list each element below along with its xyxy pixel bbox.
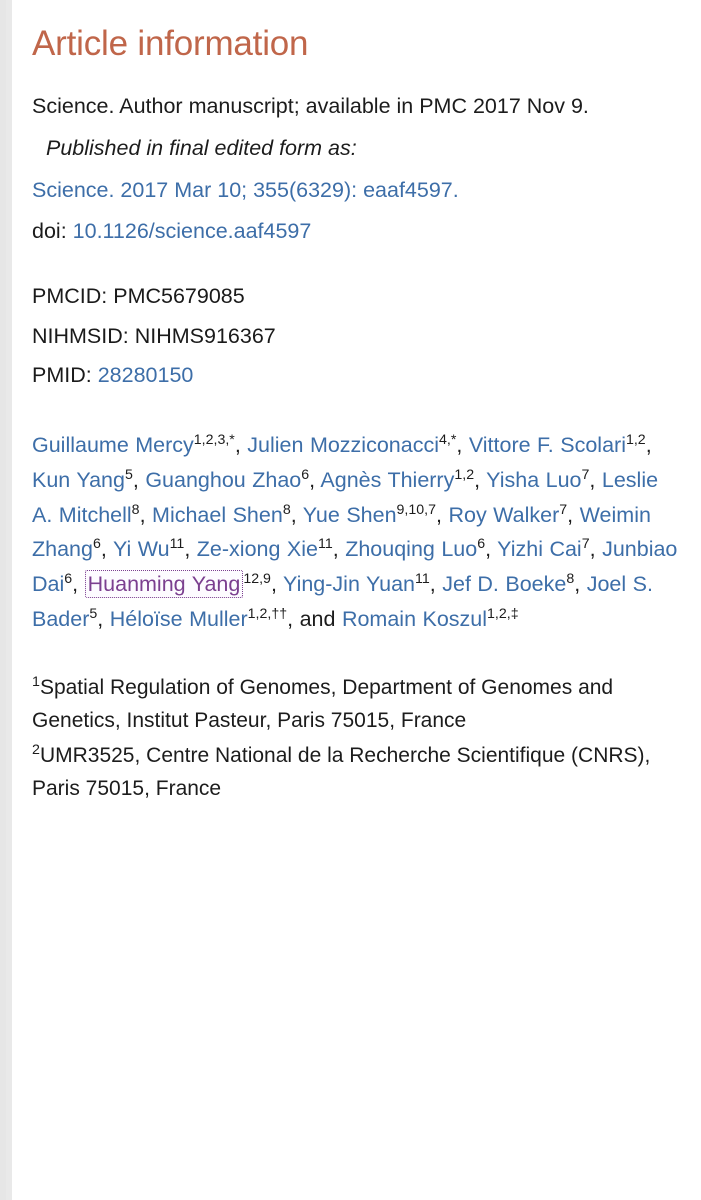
author-name[interactable]: Roy Walker [448,502,560,527]
author-separator: , [567,502,574,527]
author-affiliation-marker: 1,2,‡ [487,605,519,622]
page-left-rule [6,0,12,1200]
author-affiliation-marker: 7 [581,536,590,553]
author-separator: , [456,432,463,457]
affiliation-text: UMR3525, Centre National de la Recherche Scientifique (CNRS), Paris 75015, France [32,744,651,801]
author-affiliation-marker: 11 [318,536,333,553]
doi-label: doi: [32,219,67,244]
author-affiliation-marker: 6 [64,571,73,588]
author-name[interactable]: Vittore F. Scolari [468,432,626,457]
author-separator: , [589,467,596,492]
journal-reference-text: Science. 2017 Mar 10; 355(6329): eaaf4597. [32,177,459,202]
author-list [32,428,679,637]
author-separator: , [474,467,481,492]
pmcid-line [32,280,679,313]
author-name[interactable]: Julien Mozziconacci [247,432,439,457]
pmcid-value: PMC5679085 [113,283,245,308]
author-affiliation-marker: 1,2 [625,431,646,448]
author-name[interactable]: Weimin Zhang [32,502,651,562]
author-affiliation-marker: 6 [477,536,486,553]
author-affiliation-marker: 11 [169,536,185,553]
pmid-line [32,359,679,392]
author-name[interactable]: Yizhi Cai [497,537,582,562]
author-name[interactable]: Yisha Luo [486,467,582,492]
author-name[interactable]: Joel S. Bader [32,572,653,632]
author-separator: , [574,572,581,597]
author-affiliation-marker: 5 [89,605,98,622]
author-name[interactable]: Agnès Thierry [320,467,455,492]
author-affiliation-marker: 8 [131,501,140,518]
affiliation-marker: 1 [32,673,40,690]
affiliation-item [32,671,679,737]
author-conjunction: and [299,607,342,632]
author-name[interactable]: Guillaume Mercy [32,432,194,457]
author-separator: , [139,502,146,527]
author-name[interactable]: Leslie A. Mitchell [32,467,659,527]
author-affiliation-marker: 1,2,3,* [193,431,235,448]
page-title: Article information [32,24,309,63]
doi-line [32,215,679,248]
author-name[interactable]: Ying-Jin Yuan [283,572,416,597]
affiliation-list [32,671,679,806]
author-affiliation-marker: 6 [92,536,101,553]
nihmsid-line [32,320,679,353]
author-name[interactable]: Junbiao Dai [32,537,678,597]
affiliation-marker: 2 [32,742,40,759]
author-separator: , [234,432,241,457]
author-separator: , [270,572,277,597]
author-separator: , [485,537,492,562]
author-affiliation-marker: 11 [415,571,430,588]
author-separator: , [429,572,436,597]
author-name[interactable]: Zhouqing Luo [345,537,478,562]
author-separator: , [332,537,339,562]
author-name[interactable]: Ze-xiong Xie [196,537,318,562]
journal-reference-link[interactable] [32,174,679,207]
citation-block [32,90,679,248]
author-affiliation-marker: 1,2 [454,466,475,483]
affiliation-item [32,739,679,805]
author-separator: , [645,432,652,457]
author-name[interactable]: Jef D. Boeke [442,572,567,597]
author-separator: , [184,537,191,562]
author-separator: , [290,502,297,527]
author-name[interactable]: Héloïse Muller [109,607,248,632]
author-affiliation-marker: 5 [124,466,133,483]
author-separator: , [97,607,104,632]
author-name[interactable]: Huanming Yang [85,570,244,598]
identifiers-block [32,280,679,392]
pmid-label: PMID: [32,363,92,388]
affiliation-text: Spatial Regulation of Genomes, Department of Genomes and Genetics, Institut Pasteur, Paris 75015, France [32,675,614,733]
nihmsid-value: NIHMS916367 [134,323,276,348]
author-affiliation-marker: 1,2,†† [247,605,288,622]
author-affiliation-marker: 7 [581,466,590,483]
pmcid-label: PMCID: [32,283,108,308]
published-in-final-form-label: Published in final edited form as: [46,135,357,160]
author-affiliation-marker: 8 [566,571,575,588]
author-separator: , [132,467,139,492]
author-separator: , [100,537,107,562]
doi-link[interactable]: 10.1126/science.aaf4597 [72,219,312,244]
author-name[interactable]: Romain Koszul [341,607,488,632]
author-affiliation-marker: 12,9 [243,571,271,588]
author-separator: , [72,572,79,597]
manuscript-availability-note: Science. Author manuscript; available in PMC 2017 Nov 9. [32,94,589,119]
nihmsid-label: NIHMSID: [32,323,129,348]
pmid-link[interactable]: 28280150 [97,363,194,388]
author-separator: , [436,502,442,527]
author-name[interactable]: Guanghou Zhao [145,467,302,492]
author-name[interactable]: Michael Shen [152,502,283,527]
author-affiliation-marker: 6 [301,466,310,483]
author-name[interactable]: Yi Wu [112,537,170,562]
author-name[interactable]: Yue Shen [302,502,397,527]
author-affiliation-marker: 9,10,7 [396,501,436,518]
author-affiliation-marker: 4,* [439,431,457,448]
author-separator: , [287,607,294,632]
author-name[interactable]: Kun Yang [32,467,125,492]
author-separator: , [589,537,596,562]
author-separator: , [309,467,316,492]
author-affiliation-marker: 7 [559,501,568,518]
author-affiliation-marker: 8 [282,501,291,518]
